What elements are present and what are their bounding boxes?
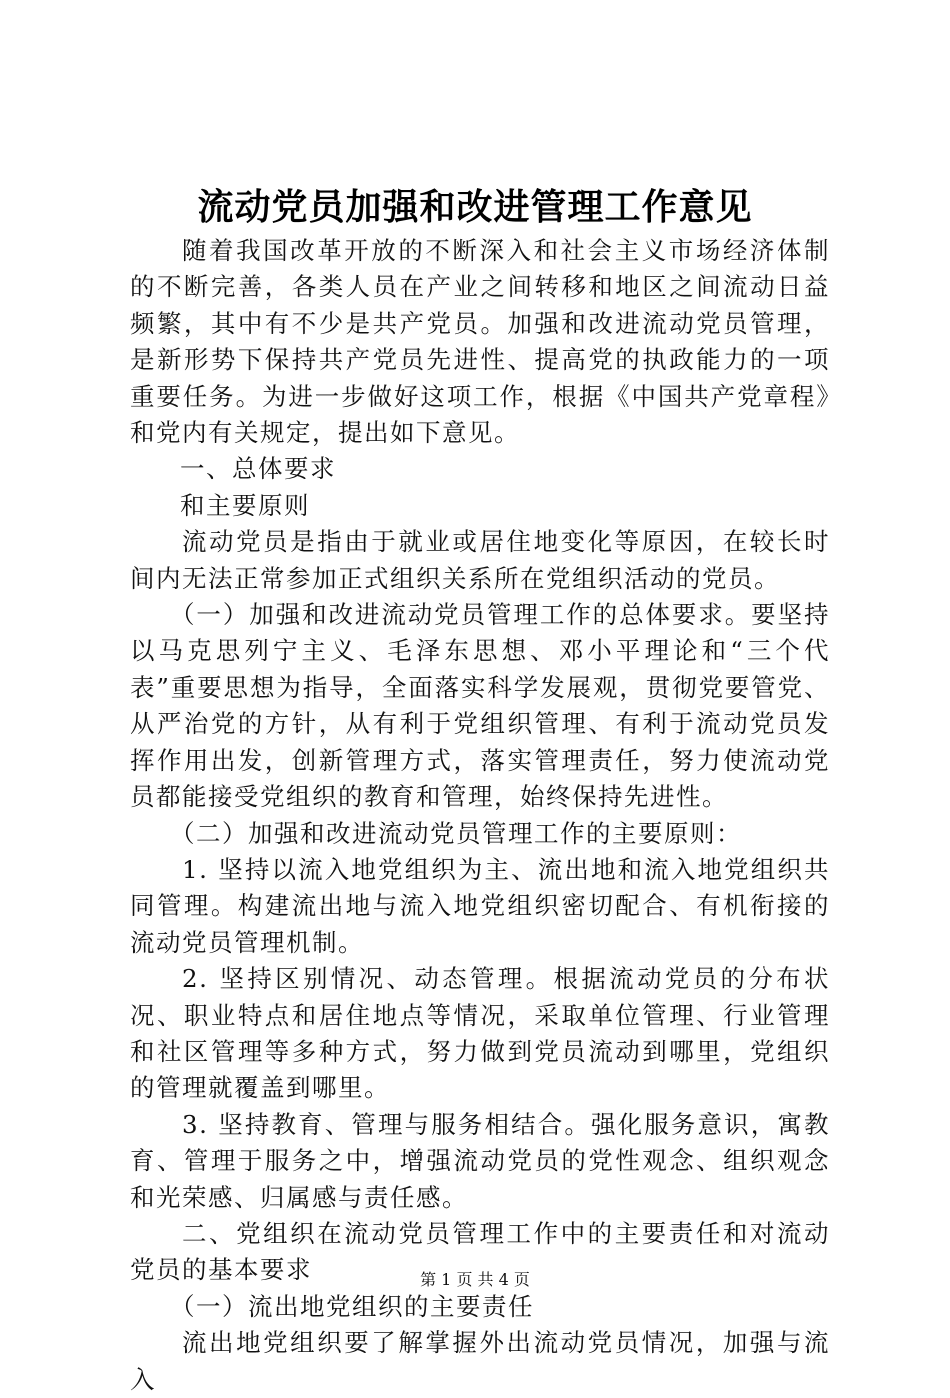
paragraph-definition: 流动党员是指由于就业或居住地变化等原因，在较长时间内无法正常参加正式组织关系所在党组织活动的党员。 [130,527,830,593]
paragraph-principles-heading: （二）加强和改进流动党员管理工作的主要原则： [170,818,742,848]
page-number: 第 1 页 共 4 页 [420,1270,530,1289]
paragraph-intro: 随着我国改革开放的不断深入和社会主义市场经济体制的不断完善，各类人员在产业之间转移和地区之间流动日益频繁，其中有不少是共产党员。加强和改进流动党员管理，是新形势下保持共产党员先进性、提高党的执政能力的一项重要任务。为进一步做好这项工作，根据《中国共产党章程》和党内有关规定，提出如下意见。 [130,236,830,448]
paragraph-principle-3: 3. 坚持教育、管理与服务相结合。强化服务意识，寓教育、管理于服务之中，增强流动党员的党性观念、组织观念和光荣感、归属感与责任感。 [130,1109,830,1212]
section-heading-2: 二、党组织在流动党员管理工作中的主要责任和对流动党员的基本要求 [130,1218,830,1285]
document-body [130,233,830,1398]
paragraph-outflow: 流出地党组织要了解掌握外出流动党员情况，加强与流入 [130,1328,830,1394]
paragraph-principle-1: 1. 坚持以流入地党组织为主、流出地和流入地党组织共同管理。构建流出地与流入地党组织密切配合、有机衔接的流动党员管理机制。 [130,854,830,957]
document-title: 流动党员加强和改进管理工作意见 [197,186,753,228]
paragraph-general-requirements: （一）加强和改进流动党员管理工作的总体要求。要坚持以马克思列宁主义、毛泽东思想、邓小平理论和“三个代表”重要思想为指导，全面落实科学发展观，贯彻党要管党、从严治党的方针，从有利于党组织管理、有利于流动党员发挥作用出发，创新管理方式，落实管理责任，努力使流动党员都能接受党组织的教育和管理，始终保持先进性。 [130,600,830,812]
paragraph-principle-2: 2. 坚持区别情况、动态管理。根据流动党员的分布状况、职业特点和居住地点等情况，采取单位管理、行业管理和社区管理等多种方式，努力做到党员流动到哪里，党组织的管理就覆盖到哪里。 [130,964,830,1103]
subsection-heading-outflow: （一）流出地党组织的主要责任 [170,1291,534,1321]
section-heading-1: 一、总体要求 [180,454,336,484]
section-heading-1-cont: 和主要原则 [180,490,310,520]
